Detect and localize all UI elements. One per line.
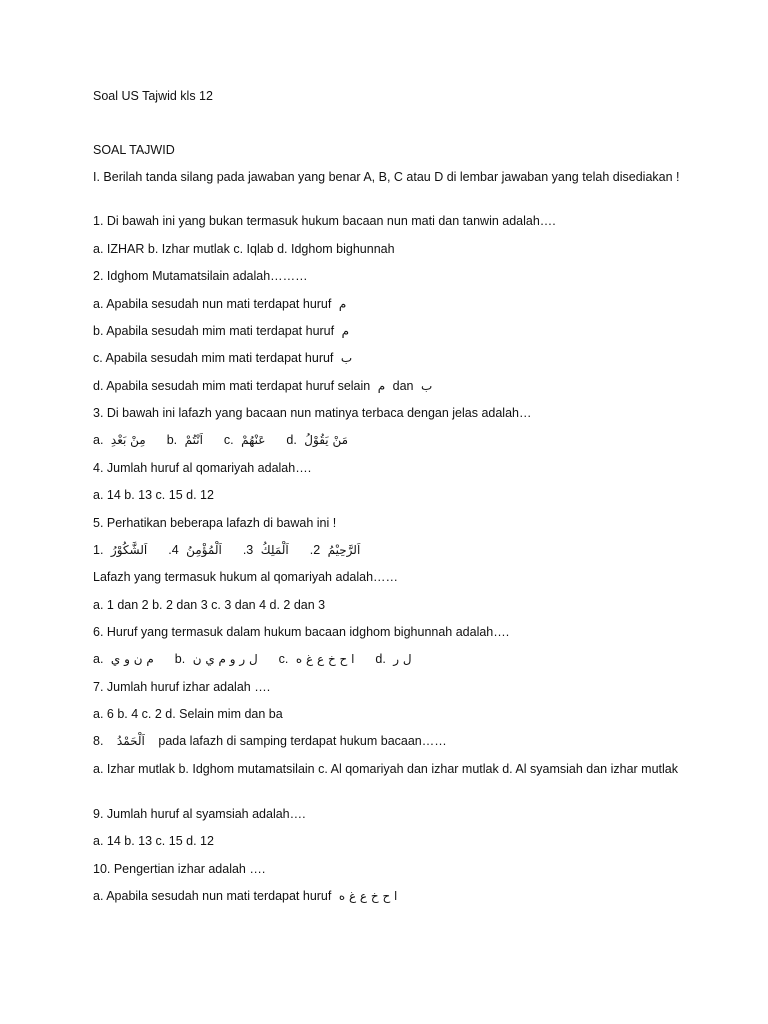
question-2-option-d — [93, 378, 436, 395]
option-text: c. Apabila sesudah mim mati terdapat huruf — [93, 351, 334, 365]
question-1-options: a. IZHAR b. Izhar mutlak c. Iqlab d. Idghom bighunnah — [93, 242, 395, 256]
arabic-word: اَلشَّكُوْرُ — [110, 543, 148, 557]
arabic-letter: م — [377, 379, 386, 393]
item-label: .3 — [242, 543, 254, 557]
option-text: d. Apabila sesudah mim mati terdapat huruf selain — [93, 379, 371, 393]
option-text: a. Apabila sesudah nun mati terdapat huruf — [93, 297, 332, 311]
option-text: b. Apabila sesudah mim mati terdapat huruf — [93, 324, 335, 338]
question-6-options — [93, 651, 416, 668]
question-5-lafazh — [93, 542, 364, 559]
question-2-option-c — [93, 350, 356, 367]
option-text: a. Apabila sesudah nun mati terdapat huruf — [93, 889, 332, 903]
arabic-letters: م ن و ي — [110, 652, 154, 666]
question-5: 5. Perhatikan beberapa lafazh di bawah ini ! — [93, 516, 337, 530]
option-label: c. — [278, 652, 289, 666]
question-9: 9. Jumlah huruf al syamsiah adalah…. — [93, 807, 306, 821]
arabic-word: اَلْمَلِكُ — [260, 543, 289, 557]
option-label: d. — [375, 652, 386, 666]
option-label: c. — [223, 433, 234, 447]
question-4: 4. Jumlah huruf al qomariyah adalah…. — [93, 461, 312, 475]
arabic-word: عَنْهُمْ — [241, 433, 266, 447]
question-text: pada lafazh di samping terdapat hukum bacaan…… — [158, 734, 447, 748]
question-9-options: a. 14 b. 13 c. 15 d. 12 — [93, 834, 214, 848]
arabic-word: اَنْتُمْ — [184, 433, 203, 447]
question-5-options: a. 1 dan 2 b. 2 dan 3 c. 3 dan 4 d. 2 dan 3 — [93, 598, 326, 612]
question-2-option-a — [93, 296, 350, 313]
arabic-word: مَنْ يَقُوْلُ — [304, 433, 349, 447]
item-label: .2 — [309, 543, 321, 557]
section-title: SOAL TAJWID — [93, 143, 175, 157]
arabic-letter: ب — [421, 379, 433, 393]
question-5-prompt: Lafazh yang termasuk hukum al qomariyah adalah…… — [93, 570, 399, 584]
arabic-letters: ل ر و م ي ن — [192, 652, 258, 666]
arabic-letters: ل ر — [393, 652, 412, 666]
question-1: 1. Di bawah ini yang bukan termasuk hukum bacaan nun mati dan tanwin adalah…. — [93, 214, 556, 228]
arabic-letter: ب — [340, 351, 353, 365]
option-label: a. — [93, 433, 104, 447]
question-7: 7. Jumlah huruf izhar adalah …. — [93, 680, 271, 694]
arabic-word: اَلْمُؤْمِنُ — [186, 543, 222, 557]
arabic-word: اَلْحَمْدُ — [116, 734, 145, 748]
question-2-option-b — [93, 323, 353, 340]
option-label: d. — [286, 433, 297, 447]
question-2: 2. Idghom Mutamatsilain adalah……… — [93, 269, 308, 283]
arabic-letter: م — [341, 324, 350, 338]
question-3-options — [93, 432, 352, 449]
document-header: Soal US Tajwid kls 12 — [93, 89, 213, 103]
option-text-mid: dan — [392, 379, 414, 393]
question-7-options: a. 6 b. 4 c. 2 d. Selain mim dan ba — [93, 707, 283, 721]
question-3: 3. Di bawah ini lafazh yang bacaan nun matinya terbaca dengan jelas adalah… — [93, 406, 532, 420]
item-label: 1. — [93, 543, 104, 557]
option-label: b. — [166, 433, 178, 447]
arabic-letter: م — [338, 297, 347, 311]
question-8-options: a. Izhar mutlak b. Idghom mutamatsilain c. Al qomariyah dan izhar mutlak d. Al syamsiah dan izhar mutlak — [93, 762, 678, 776]
instruction-text: I. Berilah tanda silang pada jawaban yang benar A, B, C atau D di lembar jawaban yang telah disediakan ! — [93, 170, 680, 184]
arabic-letters: ا ح خ ع غ ه — [295, 652, 355, 666]
arabic-word: اَلرَّحِيْمُ — [327, 543, 361, 557]
option-label: a. — [93, 652, 104, 666]
arabic-word: مِنْ بَعْدِ — [110, 433, 146, 447]
question-8 — [93, 733, 447, 750]
question-6: 6. Huruf yang termasuk dalam hukum bacaan idghom bighunnah adalah…. — [93, 625, 510, 639]
option-label: b. — [174, 652, 186, 666]
arabic-letters: ا ح خ ع غ ه — [338, 889, 398, 903]
item-label: .4 — [168, 543, 179, 557]
question-number: 8. — [93, 734, 104, 748]
question-10: 10. Pengertian izhar adalah …. — [93, 862, 266, 876]
question-4-options: a. 14 b. 13 c. 15 d. 12 — [93, 488, 214, 502]
question-10-option-a — [93, 888, 401, 905]
